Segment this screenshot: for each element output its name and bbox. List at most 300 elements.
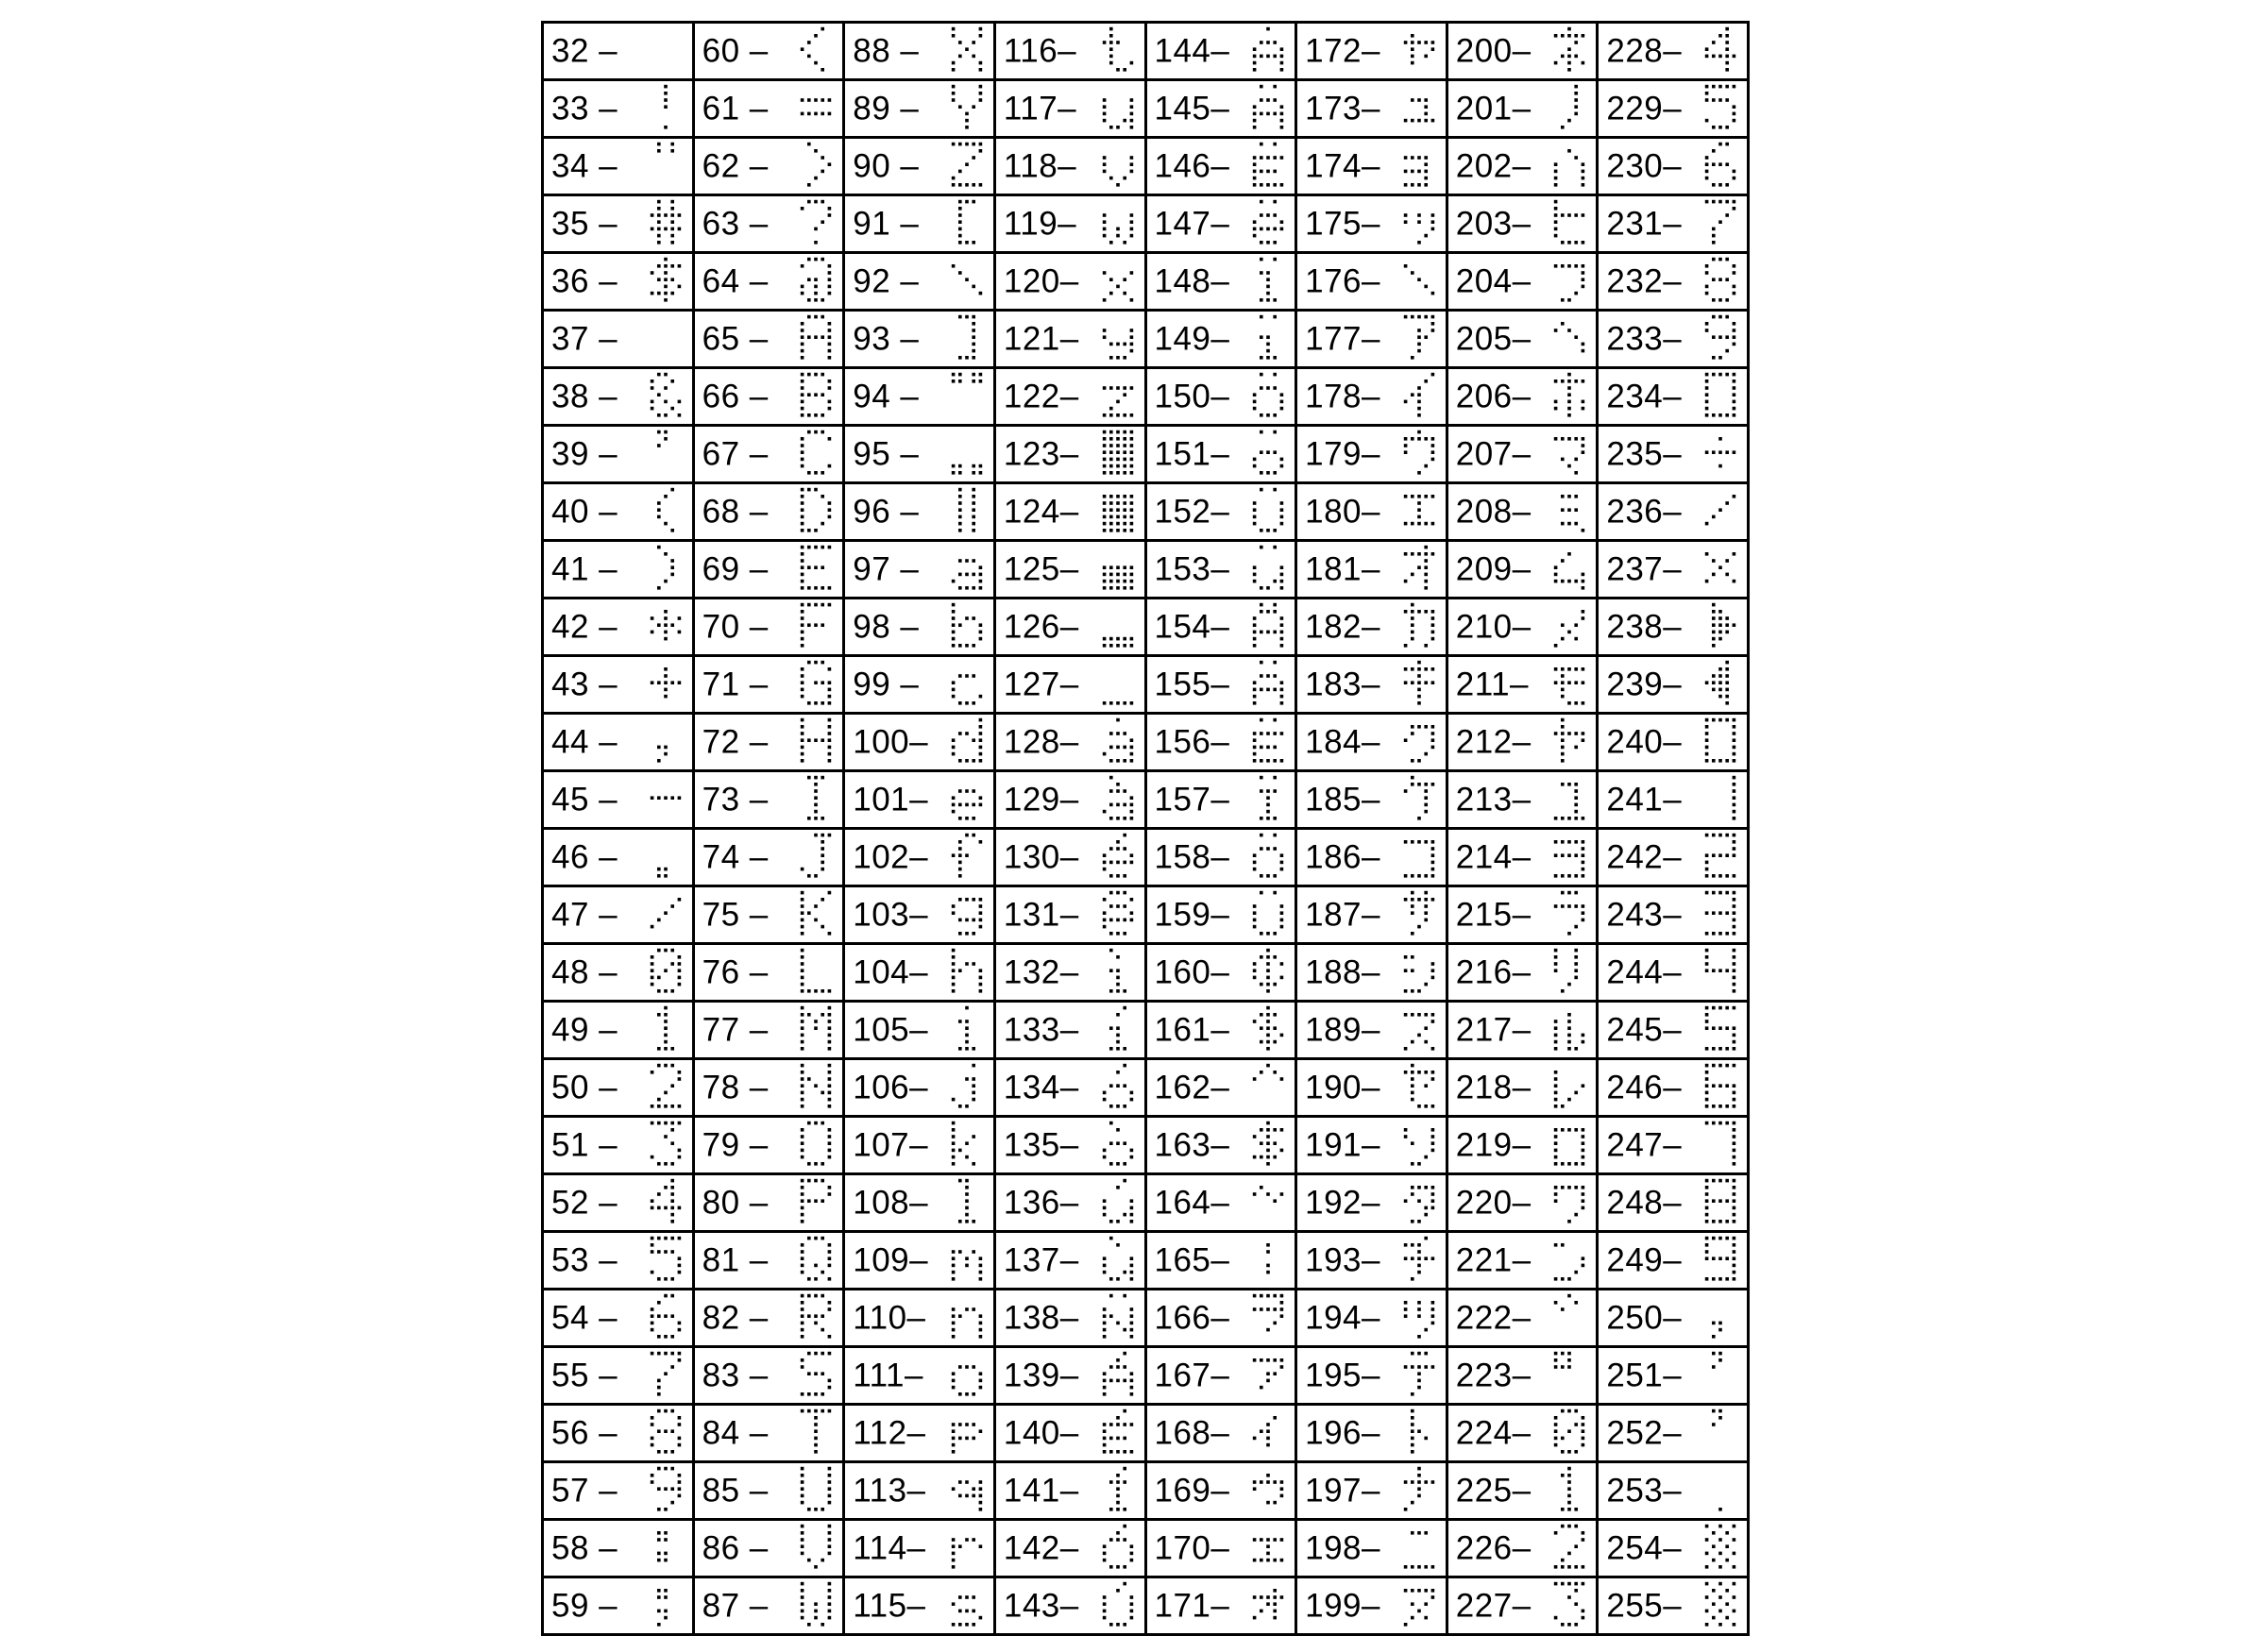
dot-matrix-glyph [1251,947,1285,998]
glyph-dot [801,603,804,607]
glyph-dot [801,752,804,756]
char-cell [994,944,1145,1002]
glyph-dot [664,1135,668,1138]
dot-matrix-glyph [1703,429,1737,480]
glyph-dot [1575,817,1579,820]
glyph-dot [828,1379,832,1383]
dot-matrix-glyph [950,371,984,422]
glyph-dot [801,586,804,590]
glyph-dot [958,701,962,705]
glyph-dot [670,1409,674,1413]
glyph-dot [807,413,811,417]
glyph-dot [1260,983,1263,987]
glyph-dot [821,430,825,434]
glyph-dot [1568,701,1572,705]
glyph-dot [801,969,804,972]
glyph-dot [958,919,962,922]
glyph-dot [1417,552,1421,556]
glyph-dot [1582,343,1585,346]
glyph-dot [1430,495,1434,498]
glyph-dot [1718,508,1722,512]
glyph-dot [1274,55,1278,59]
glyph-dot [1116,1243,1120,1247]
glyph-dot [1712,234,1716,238]
glyph-dot [952,61,956,65]
glyph-dot [664,1429,668,1433]
glyph-dot [1123,1179,1126,1183]
char-cell [1447,80,1598,138]
glyph-dot [1116,759,1120,763]
glyph-dot [952,644,956,648]
glyph-dot [972,329,975,332]
glyph-dot [801,1294,804,1298]
glyph-dot [1129,522,1133,526]
glyph-dot [1417,1467,1421,1471]
glyph-dot [1568,1565,1572,1569]
glyph-dot [952,1271,956,1274]
char-code: 122– [1003,378,1079,415]
glyph-dot [1109,1122,1113,1125]
glyph-dot [958,817,962,820]
glyph-dot [1575,508,1579,512]
glyph-dot [1554,1084,1558,1088]
glyph-dot [1733,55,1736,59]
glyph-dot [1253,105,1257,109]
char-cell [1447,1117,1598,1174]
glyph-dot [1260,746,1263,750]
glyph-dot [1733,1257,1736,1260]
glyph-dot [1554,1199,1558,1203]
glyph-dot [1733,898,1736,902]
glyph-dot [801,759,804,763]
glyph-dot [657,1277,661,1281]
table-row [543,599,1749,656]
char-cell [1447,195,1598,253]
glyph-dot [1561,732,1565,735]
char-cell [1598,195,1749,253]
glyph-dot [1718,911,1722,915]
glyph-dot [814,789,818,793]
table-row [543,23,1749,80]
glyph-dot [1561,458,1565,462]
char-cell [543,80,694,138]
glyph-dot [1102,413,1106,417]
glyph-dot [1718,55,1722,59]
char-code: 121– [1003,320,1079,358]
glyph-dot [1280,522,1284,526]
glyph-dot [801,285,804,289]
glyph-dot [1266,1559,1270,1562]
glyph-dot [1266,1149,1270,1153]
glyph-dot [1430,373,1434,377]
glyph-dot [1424,55,1428,59]
glyph-dot [1123,1047,1126,1051]
glyph-dot [1260,610,1263,614]
glyph-dot [1253,969,1257,972]
glyph-dot [958,1020,962,1023]
glyph-dot [664,1105,668,1108]
dot-matrix-glyph [649,25,683,76]
dot-matrix-glyph [799,1062,833,1113]
dot-matrix-glyph [799,1350,833,1401]
glyph-dot [1575,34,1579,38]
glyph-dot [1253,616,1257,620]
char-cell [844,1290,995,1347]
glyph-dot [1705,522,1709,526]
glyph-dot [650,796,653,800]
glyph-dot [1109,1437,1113,1441]
glyph-dot [828,1098,832,1102]
glyph-dot [1733,817,1736,820]
glyph-dot [952,1437,956,1441]
glyph-dot [952,796,956,800]
glyph-dot [801,559,804,563]
char-cell [844,311,995,368]
glyph-dot [1116,126,1120,129]
glyph-dot [821,661,825,665]
glyph-dot [1102,1616,1106,1620]
glyph-dot [972,1091,975,1095]
glyph-dot [1123,1365,1126,1369]
char-code: 182– [1305,608,1380,646]
glyph-dot [1417,315,1421,319]
glyph-dot [1266,1379,1270,1383]
glyph-dot [1253,400,1257,404]
glyph-dot [978,796,982,800]
glyph-dot [958,207,962,211]
glyph-dot [1424,681,1428,684]
dot-matrix-glyph [1101,1004,1135,1055]
dot-matrix-glyph [1703,1465,1737,1516]
glyph-dot [657,796,661,800]
glyph-dot [1733,170,1736,174]
glyph-dot [1280,616,1284,620]
glyph-dot [1260,356,1263,360]
glyph-dot [1129,105,1133,109]
glyph-dot [1260,430,1263,434]
glyph-dot [657,241,661,245]
glyph-dot [1705,1623,1709,1627]
glyph-dot [1430,1192,1434,1196]
glyph-dot [978,143,982,146]
glyph-dot [1554,853,1558,857]
glyph-dot [1253,515,1257,519]
glyph-dot [664,874,668,878]
glyph-dot [1430,962,1434,966]
char-cell [693,1059,844,1117]
glyph-dot [1129,861,1133,865]
glyph-dot [1260,546,1263,549]
char-cell [543,195,694,253]
glyph-dot [1253,1192,1257,1196]
dot-matrix-glyph [950,1235,984,1286]
glyph-dot [1102,386,1106,390]
glyph-dot [1568,27,1572,31]
glyph-dot [1116,783,1120,786]
glyph-dot [1260,335,1263,339]
glyph-dot [1712,41,1716,44]
glyph-dot [677,1122,681,1125]
dot-matrix-glyph [950,1465,984,1516]
glyph-dot [1575,1544,1579,1548]
glyph-dot [1123,580,1126,583]
glyph-dot [1266,1437,1270,1441]
dot-matrix-glyph [649,198,683,249]
glyph-dot [1733,1091,1736,1095]
glyph-dot [1417,386,1421,390]
glyph-dot [1733,1179,1736,1183]
dot-matrix-glyph [1251,601,1285,652]
glyph-dot [1718,464,1722,468]
glyph-dot [1582,667,1585,671]
glyph-dot [1260,1013,1263,1017]
char-code: 162– [1154,1069,1230,1106]
glyph-dot [1568,932,1572,936]
glyph-dot [1411,1429,1414,1433]
glyph-dot [972,962,975,966]
glyph-dot [801,458,804,462]
glyph-dot [657,200,661,204]
dot-matrix-glyph [950,256,984,307]
glyph-dot [1280,1365,1284,1369]
glyph-dot [814,776,818,780]
glyph-dot [1116,1128,1120,1132]
glyph-dot [1102,1271,1106,1274]
char-cell [994,253,1145,311]
glyph-dot [1280,701,1284,705]
glyph-dot [1266,1264,1270,1268]
char-cell [543,1520,694,1577]
glyph-dot [1705,264,1709,268]
glyph-dot [1568,393,1572,396]
glyph-dot [1417,119,1421,123]
glyph-dot [972,501,975,505]
glyph-dot [1430,322,1434,326]
glyph-dot [1417,1487,1421,1491]
char-cell [844,1347,995,1405]
glyph-dot [1274,471,1278,475]
glyph-dot [1404,898,1408,902]
glyph-dot [1582,732,1585,735]
glyph-dot [952,752,956,756]
glyph-dot [1411,874,1414,878]
glyph-dot [1274,1372,1278,1375]
glyph-dot [952,1335,956,1339]
glyph-dot [1109,949,1113,953]
glyph-dot [1274,1199,1278,1203]
glyph-dot [1404,1565,1408,1569]
glyph-dot [828,1409,832,1413]
glyph-dot [978,1386,982,1390]
glyph-dot [1568,1186,1572,1189]
glyph-dot [972,1162,975,1166]
char-code: 134– [1003,1069,1079,1106]
glyph-dot [1266,610,1270,614]
glyph-dot [1705,932,1709,936]
glyph-dot [1129,1328,1133,1332]
glyph-dot [1417,1379,1421,1383]
glyph-dot [807,98,811,102]
dot-matrix-glyph [1101,486,1135,537]
glyph-dot [670,488,674,492]
glyph-dot [1575,1047,1579,1051]
glyph-dot [1424,1013,1428,1017]
glyph-dot [814,98,818,102]
glyph-dot [814,989,818,993]
glyph-dot [965,1179,969,1183]
char-cell [994,311,1145,368]
glyph-dot [807,1623,811,1627]
glyph-dot [677,962,681,966]
table-row [543,829,1749,886]
glyph-dot [952,1372,956,1375]
glyph-dot [1424,546,1428,549]
glyph-dot [650,1322,653,1325]
glyph-dot [1718,1565,1722,1569]
glyph-dot [1116,1501,1120,1505]
glyph-dot [650,379,653,383]
glyph-dot [1582,264,1585,268]
glyph-dot [801,904,804,908]
glyph-dot [1129,1552,1133,1556]
dot-matrix-glyph [1402,774,1436,825]
char-cell [543,886,694,944]
glyph-dot [1561,891,1565,895]
glyph-dot [1568,1480,1572,1484]
glyph-dot [958,213,962,217]
char-cell [994,80,1145,138]
glyph-dot [1109,1379,1113,1383]
char-code: 250– [1606,1299,1683,1337]
glyph-dot [657,220,661,224]
glyph-dot [821,925,825,929]
glyph-dot [1266,298,1270,302]
glyph-dot [1424,1602,1428,1606]
glyph-dot [801,1179,804,1183]
table-row [543,1290,1749,1347]
glyph-dot [1705,949,1709,953]
glyph-dot [1129,1450,1133,1454]
glyph-dot [1417,400,1421,404]
glyph-dot [801,631,804,634]
glyph-dot [657,1314,661,1318]
glyph-dot [1575,955,1579,959]
glyph-dot [801,616,804,620]
glyph-dot [1718,1084,1722,1088]
glyph-dot [814,1237,818,1240]
glyph-dot [1123,573,1126,577]
char-code: 117– [1003,90,1077,127]
char-cell [693,1174,844,1232]
glyph-dot [958,170,962,174]
glyph-dot [1280,515,1284,519]
glyph-dot [807,586,811,590]
glyph-dot [821,1091,825,1095]
glyph-dot [677,1474,681,1477]
glyph-dot [1568,783,1572,786]
char-code: 208– [1455,493,1532,531]
char-code: 55 – [551,1357,618,1394]
glyph-dot [821,1314,825,1318]
glyph-dot [1712,1199,1716,1203]
dot-matrix-glyph [1703,1120,1737,1171]
glyph-dot [657,1552,661,1556]
dot-matrix-glyph [1552,25,1586,76]
glyph-dot [1109,292,1113,295]
glyph-dot [1411,1480,1414,1484]
glyph-dot [664,1040,668,1044]
char-code: 82 – [702,1299,769,1337]
glyph-dot [657,413,661,417]
glyph-dot [1253,1480,1257,1484]
glyph-dot [1705,1071,1709,1074]
glyph-dot [1123,732,1126,735]
table-row [543,311,1749,368]
glyph-dot [1116,1026,1120,1030]
dot-matrix-glyph [649,486,683,537]
dot-matrix-glyph [799,1120,833,1171]
char-code: 248– [1606,1184,1683,1222]
char-code: 41 – [551,550,618,588]
dot-matrix-glyph [1101,1120,1135,1171]
glyph-dot [1266,586,1270,590]
char-code: 123– [1003,435,1079,473]
glyph-dot [958,1595,962,1599]
glyph-dot [1430,228,1434,231]
glyph-dot [1561,1409,1565,1413]
glyph-dot [958,868,962,871]
dot-matrix-glyph [649,1004,683,1055]
glyph-dot [1274,688,1278,692]
glyph-dot [1411,1450,1414,1454]
glyph-dot [1712,603,1716,607]
glyph-dot [1274,529,1278,532]
glyph-dot [972,1595,975,1599]
glyph-dot [801,1047,804,1051]
char-code: 40 – [551,493,618,531]
glyph-dot [1129,213,1133,217]
glyph-dot [664,92,668,95]
char-cell [1447,771,1598,829]
glyph-dot [821,393,825,396]
glyph-dot [1554,437,1558,441]
glyph-dot [952,1559,956,1562]
glyph-dot [1109,1365,1113,1369]
glyph-dot [1430,623,1434,627]
dot-matrix-glyph [1101,947,1135,998]
glyph-dot [1582,1443,1585,1447]
glyph-dot [657,501,661,505]
glyph-dot [1417,783,1421,786]
glyph-dot [1274,817,1278,820]
glyph-dot [1411,98,1414,102]
glyph-dot [1725,55,1729,59]
glyph-dot [814,919,818,922]
glyph-dot [1123,637,1126,641]
char-code: 93 – [853,320,920,358]
glyph-dot [1705,98,1709,102]
glyph-dot [1424,437,1428,441]
glyph-dot [1266,1135,1270,1138]
glyph-dot [1733,1026,1736,1030]
glyph-dot [814,258,818,261]
char-cell [1145,656,1296,714]
glyph-dot [1712,874,1716,878]
glyph-dot [807,1237,811,1240]
dot-matrix-glyph [950,429,984,480]
dot-matrix-glyph [950,832,984,883]
table-row [543,1002,1749,1059]
